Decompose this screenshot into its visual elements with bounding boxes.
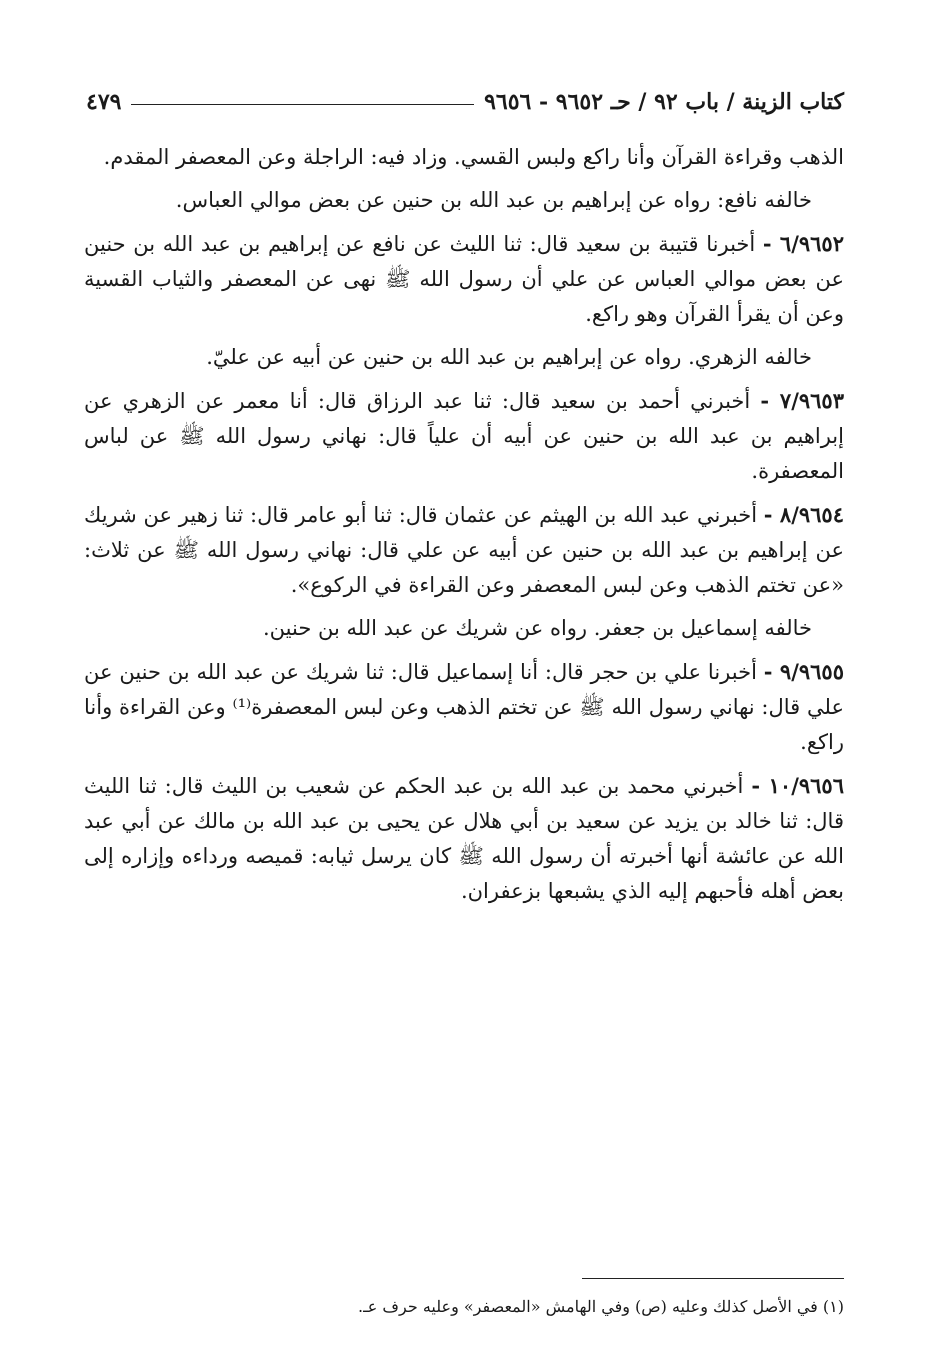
hadith-paragraph: ٦/٩٦٥٢ - أخبرنا قتيبة بن سعيد قال: ثنا الليث عن نافع عن إبراهيم بن عبد الله بن حنين عن بعض موالي العباس عن علي أن رسول الله ﷺ نهى عن المعصفر والثياب القسية وعن أن يقرأ القرآن وهو راكع.: [84, 231, 844, 326]
hadith-number: ٧/٩٦٥٣ -: [760, 388, 844, 413]
paragraph-continuation: الذهب وقراءة القرآن وأنا راكع ولبس القسي. وزاد فيه: الراجلة وعن المعصفر المقدم.: [103, 145, 844, 169]
page-number: ٤٧٩: [86, 89, 122, 115]
hadith-paragraph: ٩/٩٦٥٥ - أخبرنا علي بن حجر قال: أنا إسماعيل قال: ثنا شريك عن عبد الله بن حنين عن علي قال: نهاني رسول الله ﷺ عن تختم الذهب وعن لبس المعصفرة⁽¹⁾ وعن القراءة وأنا راكع.: [84, 659, 844, 754]
paragraph-note: خالفه الزهري. رواه عن إبراهيم بن عبد الله بن حنين عن أبيه عن عليّ.: [206, 345, 812, 369]
main-text: [84, 140, 844, 917]
hadith-number: ٨/٩٦٥٤ -: [763, 502, 844, 527]
footnote: (١) في الأصل كذلك وعليه (ص) وفي الهامش «المعصفر» وعليه حرف عـ.: [358, 1297, 844, 1316]
hadith-paragraph: ١٠/٩٦٥٦ - أخبرني محمد بن عبد الله بن عبد الحكم عن شعيب بن الليث قال: ثنا الليث قال: ثنا خالد بن يزيد عن سعيد بن أبي هلال عن يحيى بن عبد الله بن مالك عن أبي عبد الله عن عائشة أنها أخبرته أن رسول الله ﷺ كان يرسل ثيابه: قميصه ورداءه وإزاره إلى بعض أهله فأحبهم إليه الذي يشبعها بزعفران.: [84, 773, 844, 903]
hadith-paragraph: ٨/٩٦٥٤ - أخبرني عبد الله بن الهيثم عن عثمان قال: ثنا أبو عامر قال: ثنا زهير عن شريك عن إبراهيم بن عبد الله بن حنين عن أبيه عن علي قال: نهاني رسول الله ﷺ عن ثلاث: «عن تختم الذهب وعن لبس المعصفر وعن القراءة في الركوع».: [84, 502, 844, 597]
running-header: [86, 82, 844, 122]
header-title: كتاب الزينة / باب ٩٢ / حـ ٩٦٥٢ - ٩٦٥٦: [484, 89, 844, 115]
hadith-number: ٦/٩٦٥٢ -: [762, 231, 844, 256]
footnote-rule: [582, 1278, 844, 1279]
hadith-number: ٩/٩٦٥٥ -: [763, 659, 844, 684]
hadith-paragraph: ٧/٩٦٥٣ - أخبرني أحمد بن سعيد قال: ثنا عبد الرزاق قال: أنا معمر عن الزهري عن إبراهيم بن عبد الله بن حنين عن أبيه أن علياً قال: نهاني رسول الله ﷺ عن لباس المعصفرة.: [84, 388, 844, 483]
paragraph-note: خالفه إسماعيل بن جعفر. رواه عن شريك عن عبد الله بن حنين.: [262, 616, 812, 640]
header-rule: [131, 104, 474, 105]
paragraph-note: خالفه نافع: رواه عن إبراهيم بن عبد الله بن حنين عن بعض موالي العباس.: [175, 188, 812, 212]
hadith-number: ١٠/٩٦٥٦ -: [751, 773, 844, 798]
